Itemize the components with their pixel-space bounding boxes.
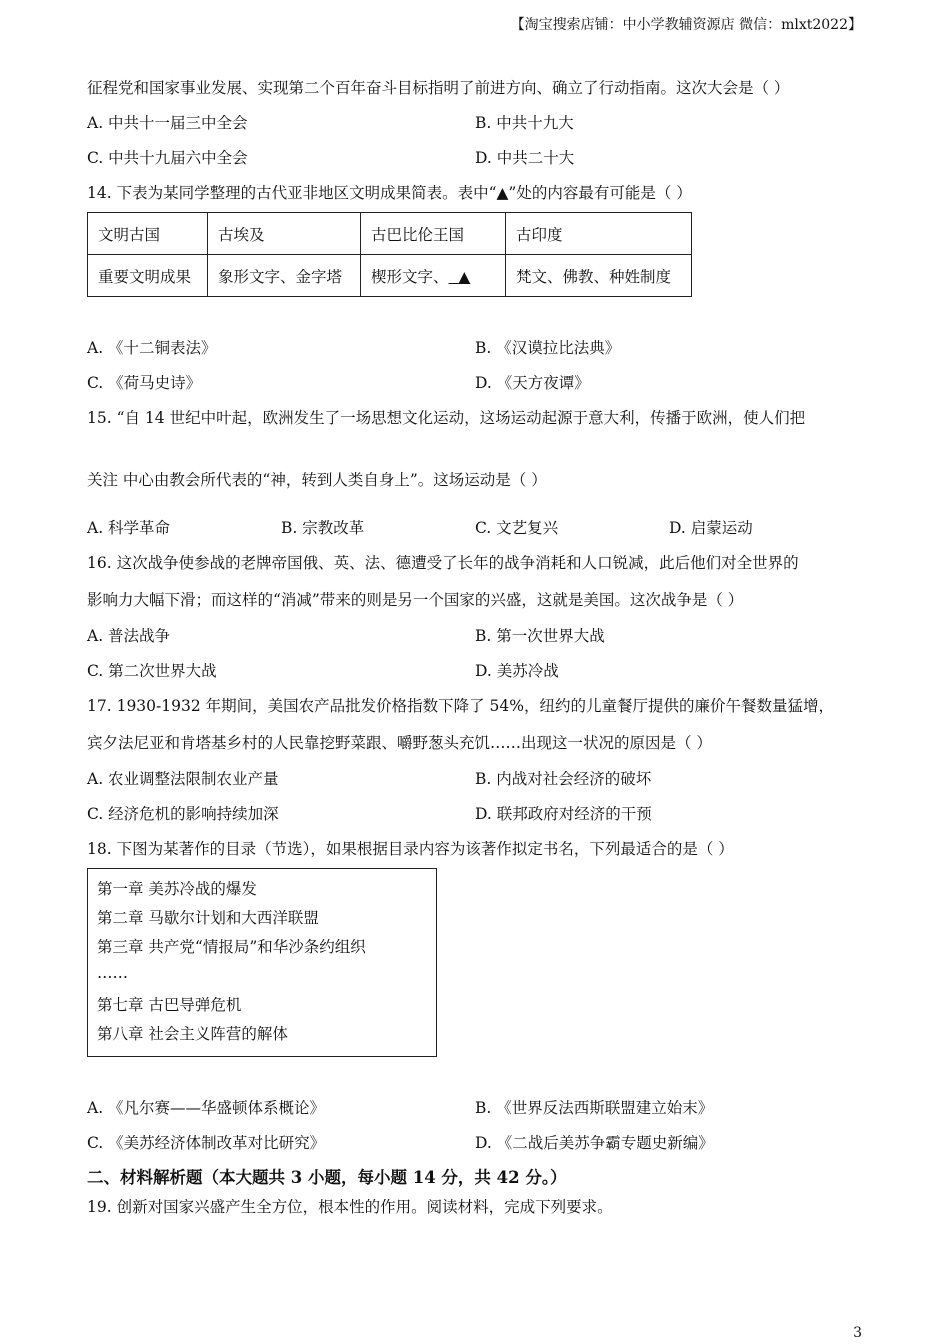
toc-line: 第二章 马歇尔计划和大西洋联盟 [97, 909, 319, 927]
q14-option-b: B. 《汉谟拉比法典》 [475, 339, 621, 357]
q18-option-d: D. 《二战后美苏争霸专题史新编》 [475, 1134, 714, 1152]
q16-option-c: C. 第二次世界大战 [87, 662, 217, 680]
q16-option-a: A. 普法战争 [87, 627, 171, 645]
q18-option-a: A. 《凡尔赛——华盛顿体系概论》 [87, 1099, 326, 1117]
q16-stem-line1: 16. 这次战争使参战的老牌帝国俄、英、法、德遭受了长年的战争消耗和人口锐减，此后他们对全世界的 [87, 554, 799, 572]
table-cell: 象形文字、金字塔 [208, 255, 361, 297]
q14-option-c: C. 《荷马史诗》 [87, 374, 202, 392]
q13-option-b: B. 中共十九大 [475, 114, 574, 132]
table-cell: 梵文、佛教、种姓制度 [506, 255, 692, 297]
table-row [88, 213, 692, 255]
page-header: 【淘宝搜索店铺：中小学教辅资源店 微信：mlxt2022】 [510, 17, 862, 33]
q16-option-b: B. 第一次世界大战 [475, 627, 605, 645]
q14-option-a: A. 《十二铜表法》 [87, 339, 217, 357]
q19-stem: 19. 创新对国家兴盛产生全方位，根本性的作用。阅读材料，完成下列要求。 [87, 1198, 613, 1216]
section-heading: 二、材料解析题（本大题共 3 小题，每小题 14 分，共 42 分。） [87, 1168, 567, 1187]
q17-stem-line1: 17. 1930-1932 年期间，美国农产品批发价格指数下降了 54%，纽约的儿童餐厅提供的廉价午餐数量猛增， [87, 697, 835, 715]
q17-option-a: A. 农业调整法限制农业产量 [87, 770, 279, 788]
q16-stem-line2: 影响力大幅下滑；而这样的“消减”带来的则是另一个国家的兴盛，这就是美国。这次战争是（ ） [87, 591, 744, 609]
table-cell: 重要文明成果 [88, 255, 208, 297]
q18-stem: 18. 下图为某著作的目录（节选），如果根据目录内容为该著作拟定书名，下列最适合的是（ ） [87, 840, 734, 858]
page-number: 3 [853, 1325, 862, 1341]
table-cell: 古埃及 [208, 213, 361, 255]
q13-option-d: D. 中共二十大 [475, 149, 575, 167]
q14-option-d: D. 《天方夜谭》 [475, 374, 590, 392]
q15-stem-line1: 15. “自 14 世纪中叶起，欧洲发生了一场思想文化运动，这场运动起源于意大利，传播于欧洲，使人们把 [87, 409, 806, 427]
q15-option-a: A. 科学革命 [87, 519, 171, 537]
civilization-table [87, 212, 692, 297]
table-cell: 文明古国 [88, 213, 208, 255]
q17-option-d: D. 联邦政府对经济的干预 [475, 805, 652, 823]
toc-line: 第一章 美苏冷战的爆发 [97, 880, 257, 898]
q15-option-c: C. 文艺复兴 [475, 519, 559, 537]
q13-stem: 征程党和国家事业发展、实现第二个百年奋斗目标指明了前进方向、确立了行动指南。这次大会是（ ） [87, 79, 790, 97]
q17-option-c: C. 经济危机的影响持续加深 [87, 805, 279, 823]
q17-stem-line2: 宾夕法尼亚和肯塔基乡村的人民靠挖野菜跟、嚼野葱头充饥……出现这一状况的原因是（ ） [87, 734, 712, 752]
triangle-mark: ▲ [458, 267, 471, 286]
q18-option-b: B. 《世界反法西斯联盟建立始末》 [475, 1099, 714, 1117]
q14-stem: 14. 下表为某同学整理的古代亚非地区文明成果简表。表中“▲”处的内容最有可能是（ ） [87, 184, 692, 202]
toc-line: 第三章 共产党“情报局”和华沙条约组织 [97, 938, 366, 956]
q15-option-d: D. 启蒙运动 [669, 519, 753, 537]
toc-line: 第八章 社会主义阵营的解体 [97, 1025, 288, 1043]
q16-option-d: D. 美苏冷战 [475, 662, 559, 680]
q18-option-c: C. 《美苏经济体制改革对比研究》 [87, 1134, 326, 1152]
table-of-contents-box [87, 868, 437, 1057]
table-cell-text: 楔形文字、 [371, 267, 449, 286]
q17-option-b: B. 内战对社会经济的破坏 [475, 770, 652, 788]
toc-line: 第七章 古巴导弹危机 [97, 996, 242, 1014]
table-cell: 古巴比伦王国 [361, 213, 506, 255]
table-cell: 古印度 [506, 213, 692, 255]
table-row [88, 255, 692, 297]
q15-option-b: B. 宗教改革 [281, 519, 365, 537]
triangle-blank [449, 268, 471, 286]
table-cell [361, 255, 506, 297]
q13-option-a: A. 中共十一届三中全会 [87, 114, 248, 132]
q15-stem-line2: 关注 中心由教会所代表的“神，转到人类自身上”。这场运动是（ ） [87, 471, 547, 489]
toc-line: …… [97, 964, 128, 982]
q13-option-c: C. 中共十九届六中全会 [87, 149, 248, 167]
